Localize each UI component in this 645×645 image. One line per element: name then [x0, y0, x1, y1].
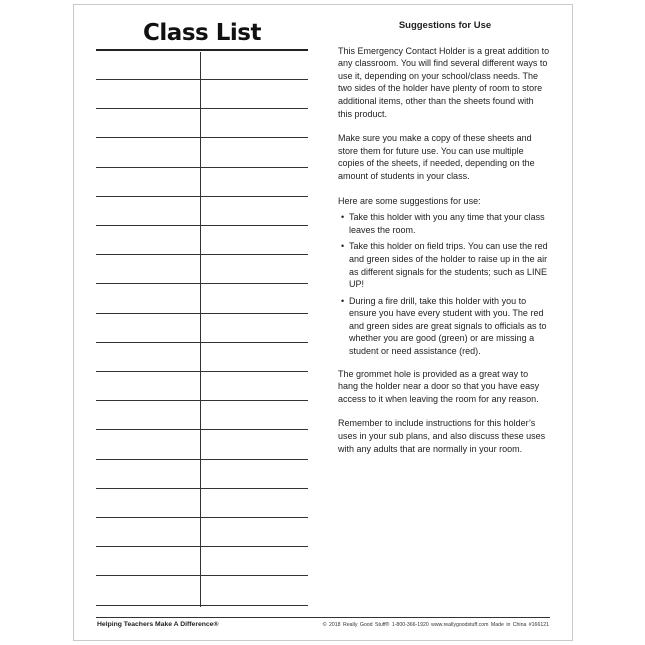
class-list-row-line: [96, 196, 308, 197]
footer-rule: [96, 617, 550, 618]
class-list-row-line: [96, 400, 308, 401]
class-list-row-line: [96, 459, 308, 460]
class-list-row-line: [96, 108, 308, 109]
class-list-row-line: [96, 605, 308, 606]
suggestions-panel: [338, 20, 550, 467]
bullet-icon: •: [341, 241, 345, 252]
class-list-row-line: [96, 313, 308, 314]
suggestion-bullet-item: • Take this holder with you any time that your class leaves the room.: [341, 212, 545, 235]
class-list-row-line: [96, 429, 308, 430]
class-list-top-rule: [96, 49, 308, 51]
class-list-title: Class List: [143, 20, 261, 46]
class-list-table: [96, 49, 308, 609]
class-list-row-line: [96, 79, 308, 80]
suggestion-bullet-item: • Take this holder on field trips. You can use the red and green sides of the holder to raise up in the air as different signals for the students; such as LINE UP!: [341, 241, 548, 290]
class-list-row-line: [96, 517, 308, 518]
class-list-row-line: [96, 575, 308, 576]
bullet-icon: •: [341, 212, 345, 223]
class-list-row-line: [96, 254, 308, 255]
class-list-row-line: [96, 488, 308, 489]
class-list-row-line: [96, 137, 308, 138]
class-list-column-divider: [200, 52, 201, 607]
suggestions-bullet-list: [338, 211, 550, 358]
footer-info: © 2018 Really Good Stuff® 1-800-366-1920 www.reallygoodstuff.com Made in China #166121: [322, 622, 549, 628]
class-list-row-line: [96, 371, 308, 372]
suggestions-paragraph: Remember to include instructions for this holder’s uses in your sub plans, and also discuss these uses with any adults that are normally in your room.: [338, 418, 546, 454]
class-list-row-line: [96, 167, 308, 168]
suggestions-title: Suggestions for Use: [398, 20, 492, 31]
suggestions-paragraph: Make sure you make a copy of these sheets and store them for future use. You can use multiple copies of the sheets, if needed, depending on the amount of students in your class.: [338, 133, 535, 181]
class-list-row-line: [96, 283, 308, 284]
class-list-row-line: [96, 225, 308, 226]
suggestion-bullet-item: • During a fire drill, take this holder with you to ensure you have every student with you. The red and green sides are great signals to officials as to whether you are good (green) or are missing a student or need assistance (red).: [341, 295, 547, 357]
class-list-row-line: [96, 342, 308, 343]
suggestions-paragraph: This Emergency Contact Holder is a great addition to any classroom. You will find several different ways to use it, depending on your school/class needs. The two sides of the holder have plenty of room to store additional items, other than the sheets found with this product.: [338, 45, 550, 119]
suggestions-paragraph: Here are some suggestions for use:: [338, 195, 481, 206]
footer-tagline: Helping Teachers Make A Difference®: [97, 621, 219, 628]
bullet-icon: •: [341, 295, 345, 306]
suggestions-paragraph: The grommet hole is provided as a great way to hang the holder near a door so that you have easy access to it when leaving the room for any reason.: [338, 368, 540, 404]
class-list-row-line: [96, 546, 308, 547]
